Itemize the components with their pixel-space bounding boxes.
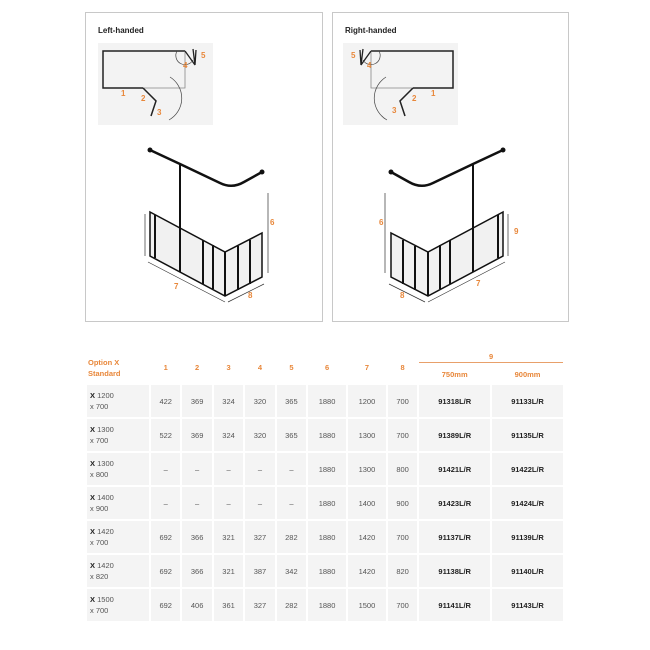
product-code: 91424L/R	[492, 487, 563, 521]
dim-label: 4	[367, 61, 372, 70]
value-cell: 369	[182, 419, 211, 453]
dimensions-table	[85, 350, 565, 623]
value-cell: 1400	[348, 487, 386, 521]
value-cell: 1880	[308, 385, 346, 419]
value-cell: –	[182, 453, 211, 487]
value-cell: 361	[214, 589, 243, 623]
value-cell: 820	[388, 555, 417, 589]
value-cell: 369	[182, 385, 211, 419]
product-code: 91137L/R	[419, 521, 490, 555]
depth: x 700	[90, 538, 109, 547]
width: 1300	[97, 459, 114, 468]
dim-label: 5	[351, 51, 356, 60]
value-cell: 365	[277, 385, 306, 419]
left-enclosure-drawing	[145, 148, 268, 303]
table-row	[87, 385, 563, 419]
width: 1400	[97, 493, 114, 502]
product-code: 91422L/R	[492, 453, 563, 487]
dim-label: 6	[379, 218, 384, 227]
value-cell: 1880	[308, 453, 346, 487]
value-cell: 522	[151, 419, 180, 453]
col-header: 5	[289, 363, 294, 372]
header-standard-label: Standard	[88, 368, 121, 378]
col-header: 8	[400, 363, 405, 372]
value-cell: 327	[245, 589, 274, 623]
value-cell: 1500	[348, 589, 386, 623]
option-x: X	[90, 425, 96, 434]
width: 1200	[97, 391, 114, 400]
value-cell: 692	[151, 589, 180, 623]
product-code: 91140L/R	[492, 555, 563, 589]
value-cell: 800	[388, 453, 417, 487]
value-cell: 1200	[348, 385, 386, 419]
value-cell: 700	[388, 385, 417, 419]
option-x: X	[90, 595, 96, 604]
value-cell: 1880	[308, 521, 346, 555]
dim-label: 9	[514, 227, 519, 236]
value-cell: 387	[245, 555, 274, 589]
dim-label: 6	[270, 218, 275, 227]
col-header: 4	[257, 363, 263, 372]
value-cell: 342	[277, 555, 306, 589]
value-cell: 321	[214, 555, 243, 589]
value-cell: –	[277, 487, 306, 521]
value-cell: 406	[182, 589, 211, 623]
dim-label: 8	[248, 291, 253, 300]
size-cell	[87, 555, 149, 589]
table-row	[87, 487, 563, 521]
product-code: 91389L/R	[419, 419, 490, 453]
value-cell: 366	[182, 555, 211, 589]
width: 1420	[97, 561, 114, 570]
header-option	[87, 350, 149, 385]
product-code: 91143L/R	[492, 589, 563, 623]
dim-label: 7	[174, 282, 179, 291]
dim-label: 4	[183, 61, 188, 70]
value-cell: 700	[388, 589, 417, 623]
col-header: 7	[364, 363, 369, 372]
col-header: 1	[163, 363, 168, 372]
option-x: X	[90, 493, 96, 502]
width: 1420	[97, 527, 114, 536]
col-header-750: 750mm	[441, 369, 468, 379]
col-header: 2	[195, 363, 200, 372]
left-plan-diagram	[98, 43, 213, 125]
value-cell: 324	[214, 385, 243, 419]
value-cell: –	[182, 487, 211, 521]
dim-label: 5	[201, 51, 206, 60]
width: 1500	[97, 595, 114, 604]
depth: x 900	[90, 504, 109, 513]
right-enclosure-drawing	[385, 148, 508, 303]
col-header-900: 900mm	[514, 369, 541, 379]
value-cell: –	[245, 453, 274, 487]
depth: x 700	[90, 436, 109, 445]
value-cell: 692	[151, 521, 180, 555]
value-cell: –	[151, 487, 180, 521]
value-cell: –	[214, 453, 243, 487]
product-code: 91139L/R	[492, 521, 563, 555]
value-cell: 1880	[308, 419, 346, 453]
dim-label: 1	[121, 89, 126, 98]
dim-label: 3	[157, 108, 162, 117]
col-header-9: 9	[419, 350, 563, 363]
width: 1300	[97, 425, 114, 434]
product-code: 91423L/R	[419, 487, 490, 521]
product-code: 91318L/R	[419, 385, 490, 419]
value-cell: 365	[277, 419, 306, 453]
option-x: X	[90, 561, 96, 570]
value-cell: –	[245, 487, 274, 521]
col-header: 6	[324, 363, 330, 372]
size-cell	[87, 385, 149, 419]
depth: x 700	[90, 606, 109, 615]
product-code: 91141L/R	[419, 589, 490, 623]
table-row	[87, 589, 563, 623]
value-cell: 692	[151, 555, 180, 589]
product-code: 91133L/R	[492, 385, 563, 419]
size-cell	[87, 419, 149, 453]
value-cell: 366	[182, 521, 211, 555]
value-cell: 900	[388, 487, 417, 521]
table-row	[87, 453, 563, 487]
product-code: 91138L/R	[419, 555, 490, 589]
dim-label: 3	[392, 106, 397, 115]
size-cell	[87, 521, 149, 555]
value-cell: 1300	[348, 453, 386, 487]
value-cell: 700	[388, 521, 417, 555]
value-cell: –	[277, 453, 306, 487]
header-option-label: Option X	[88, 357, 120, 367]
dim-label: 8	[400, 291, 405, 300]
value-cell: 324	[214, 419, 243, 453]
value-cell: 1880	[308, 487, 346, 521]
dim-label: 2	[141, 94, 146, 103]
product-code: 91421L/R	[419, 453, 490, 487]
product-code: 91135L/R	[492, 419, 563, 453]
size-cell	[87, 487, 149, 521]
value-cell: 1880	[308, 555, 346, 589]
table-row	[87, 521, 563, 555]
value-cell: 1420	[348, 521, 386, 555]
panel-title: Left-handed	[98, 26, 144, 35]
value-cell: 282	[277, 521, 306, 555]
depth: x 800	[90, 470, 109, 479]
option-x: X	[90, 459, 96, 468]
dim-label: 2	[412, 94, 417, 103]
value-cell: 1880	[308, 589, 346, 623]
dim-label: 7	[476, 279, 481, 288]
value-cell: 422	[151, 385, 180, 419]
value-cell: 320	[245, 419, 274, 453]
value-cell: 1300	[348, 419, 386, 453]
panel-title: Right-handed	[345, 26, 397, 35]
table-row	[87, 419, 563, 453]
value-cell: –	[151, 453, 180, 487]
col-header: 3	[226, 363, 231, 372]
size-cell	[87, 589, 149, 623]
value-cell: 700	[388, 419, 417, 453]
depth: x 700	[90, 402, 109, 411]
size-cell	[87, 453, 149, 487]
table-row	[87, 555, 563, 589]
option-x: X	[90, 527, 96, 536]
dim-label: 1	[431, 89, 436, 98]
value-cell: 327	[245, 521, 274, 555]
value-cell: –	[214, 487, 243, 521]
value-cell: 1420	[348, 555, 386, 589]
value-cell: 321	[214, 521, 243, 555]
value-cell: 282	[277, 589, 306, 623]
value-cell: 320	[245, 385, 274, 419]
right-plan-diagram	[343, 43, 458, 125]
depth: x 820	[90, 572, 109, 581]
option-x: X	[90, 391, 96, 400]
